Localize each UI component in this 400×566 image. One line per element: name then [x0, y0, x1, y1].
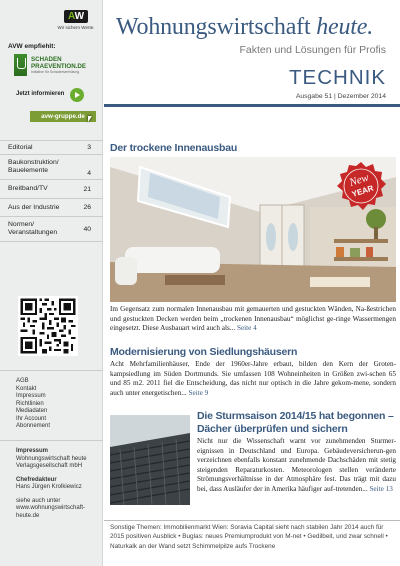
toc-page: 21: [83, 185, 91, 193]
badge-text-year: YEAR: [350, 183, 375, 199]
toc-label: Breitband/TV: [8, 185, 48, 192]
toc-item[interactable]: [0, 216, 103, 242]
link-kontakt[interactable]: Kontakt: [16, 385, 37, 392]
masthead-subtitle: Fakten und Lösungen für Profis: [239, 44, 386, 56]
read-more-link[interactable]: Seite 13: [369, 484, 393, 493]
other-topics: Sonstige Themen: Immobilienmarkt Wien: Soravia Capital sieht nach stabilen Jahr 2014 auch für 2015 positiven Ausblick • Buglas: neues Premiumprodukt von M-net • Gedilbeit, und zwar schnell • Naturkalk an der Wand setzt Schimmelpilze aufs Trockene: [110, 524, 388, 550]
footer-rule: [104, 520, 400, 521]
article-title-line2[interactable]: Dächer überprüfen und sichern: [197, 423, 348, 435]
section-title: TECHNIK: [289, 66, 386, 89]
read-more-link[interactable]: Seite 9: [188, 388, 209, 397]
editor-name: Hans Jürgen Krolkiewicz: [16, 484, 82, 490]
see-also-line: siehe auch unter: [16, 497, 61, 504]
link-abonnement[interactable]: Abonnement: [16, 423, 51, 429]
partner-sub: Initiative für Schadenverhütung: [31, 69, 80, 74]
article-body: Im Gegensatz zum normalen Innenausbau mit gemauerten und gestuckten Wänden, Na-ßestrichen und gestuckten Decken werden beim „trockenen Innenausbau“ möglichst ge-ringe Wassermengen eingesetzt. Diese Ausbauart wird auch als...: [110, 305, 396, 333]
schadenpraevention-logo[interactable]: [14, 52, 96, 78]
article-text: [110, 305, 396, 334]
link-richtlinien[interactable]: Richtlinien: [16, 400, 44, 407]
divider: [0, 370, 103, 371]
toc-item[interactable]: [0, 198, 103, 216]
imprint-block: [16, 448, 100, 520]
toc-label: Normen/ Veranstaltungen: [8, 221, 58, 236]
logo-letter-a: A: [67, 11, 75, 22]
new-year-badge: [336, 161, 386, 211]
toc-page: 26: [83, 204, 91, 211]
article-title[interactable]: Modernisierung von Siedlungshäusern: [110, 346, 298, 358]
logo-tagline: Wir sichern Werte.: [57, 25, 95, 30]
link-agb[interactable]: AGB: [16, 378, 29, 384]
link-account[interactable]: Ihr Account: [16, 415, 47, 422]
sidebar: [0, 0, 103, 566]
issue-line: Ausgabe 51 | Dezember 2014: [295, 93, 386, 100]
masthead-italic: heute.: [316, 14, 374, 40]
badge-text-new: New: [347, 171, 371, 190]
toc-page: 40: [83, 225, 91, 233]
editor-heading: Chefredakteur: [16, 476, 57, 483]
article-title[interactable]: Die Sturmsaison 2014/15 hat begonnen –: [197, 410, 394, 422]
article-text: [110, 360, 396, 398]
masthead-main: Wohnungswirtschaft: [116, 14, 317, 40]
partner-line2: PRAEVENTION.DE: [31, 62, 87, 70]
table-of-contents: [0, 140, 103, 242]
masthead-title: [116, 14, 373, 41]
qr-code[interactable]: [18, 296, 78, 356]
article-title[interactable]: Der trockene Innenausbau: [110, 142, 238, 154]
toc-page: 4: [87, 170, 91, 177]
imprint-line: Wohnungswirtschaft heute: [16, 455, 87, 462]
avw-logo[interactable]: [56, 6, 96, 30]
toc-item[interactable]: [0, 154, 103, 179]
link-mediadaten[interactable]: Mediadaten: [16, 408, 48, 414]
toc-label: Aus der Industrie: [8, 203, 60, 211]
toc-label: Editorial: [8, 143, 33, 151]
logo-letter-w: W: [74, 11, 85, 22]
toc-item[interactable]: [0, 140, 103, 154]
cursor-icon: [88, 116, 92, 122]
roof-photo: [110, 415, 190, 505]
shield-icon: [14, 54, 27, 76]
imprint-heading: Impressum: [16, 448, 49, 454]
website-link[interactable]: heute.de: [16, 512, 40, 519]
read-more-link[interactable]: Seite 4: [236, 324, 257, 333]
toc-label: Baukonstruktion/ Bauelemente: [8, 159, 59, 174]
info-label: Jetzt informieren: [16, 91, 65, 97]
recommend-label: AVW empfiehlt:: [8, 43, 56, 50]
article-text: [197, 437, 396, 495]
article-body: Nicht nur die Wissenschaft warnt vor zunehmenden Sturmer-eignissen in Deutschland und Europa. Gebäudeversicherun-gen verzeichnen ebenfalls konstant zunehmende Dachschäden mit stetig steigenden Reparaturkosten. Meteorologen stellen veränderte Strömungsverhältnisse in der Atmosphäre fest. Das trägt mit dazu bei, dass Ausläufer der in Amerika häufiger auf-tretenden...: [197, 437, 396, 493]
article-body: Acht Mehrfamilienhäuser, Ende der 1960er-Jahre erbaut, bilden den Kern der Groten-kampsiedlung im Süden Dortmunds. Sie umfassen 108 Wohneinheiten in Größen zwi-schen 65 und 85 m2. 2011 fiel die Entscheidung, das nicht nur optisch in die Jahre gekom-mene, sondern auch unter energetischen...: [110, 360, 396, 397]
partner-line1: SCHADEN: [31, 55, 62, 63]
toc-page: 3: [87, 144, 91, 151]
imprint-line: Verlagsgesellschaft mbH: [16, 463, 83, 469]
divider: [0, 440, 103, 441]
site-link[interactable]: avw-gruppe.de: [30, 111, 96, 122]
website-link[interactable]: www.wohnungswirtschaft-: [16, 505, 86, 511]
header-rule: [104, 104, 400, 107]
link-list: [16, 378, 50, 431]
play-icon[interactable]: [70, 88, 84, 102]
toc-item[interactable]: [0, 179, 103, 198]
link-impressum[interactable]: Impressum: [16, 393, 46, 399]
